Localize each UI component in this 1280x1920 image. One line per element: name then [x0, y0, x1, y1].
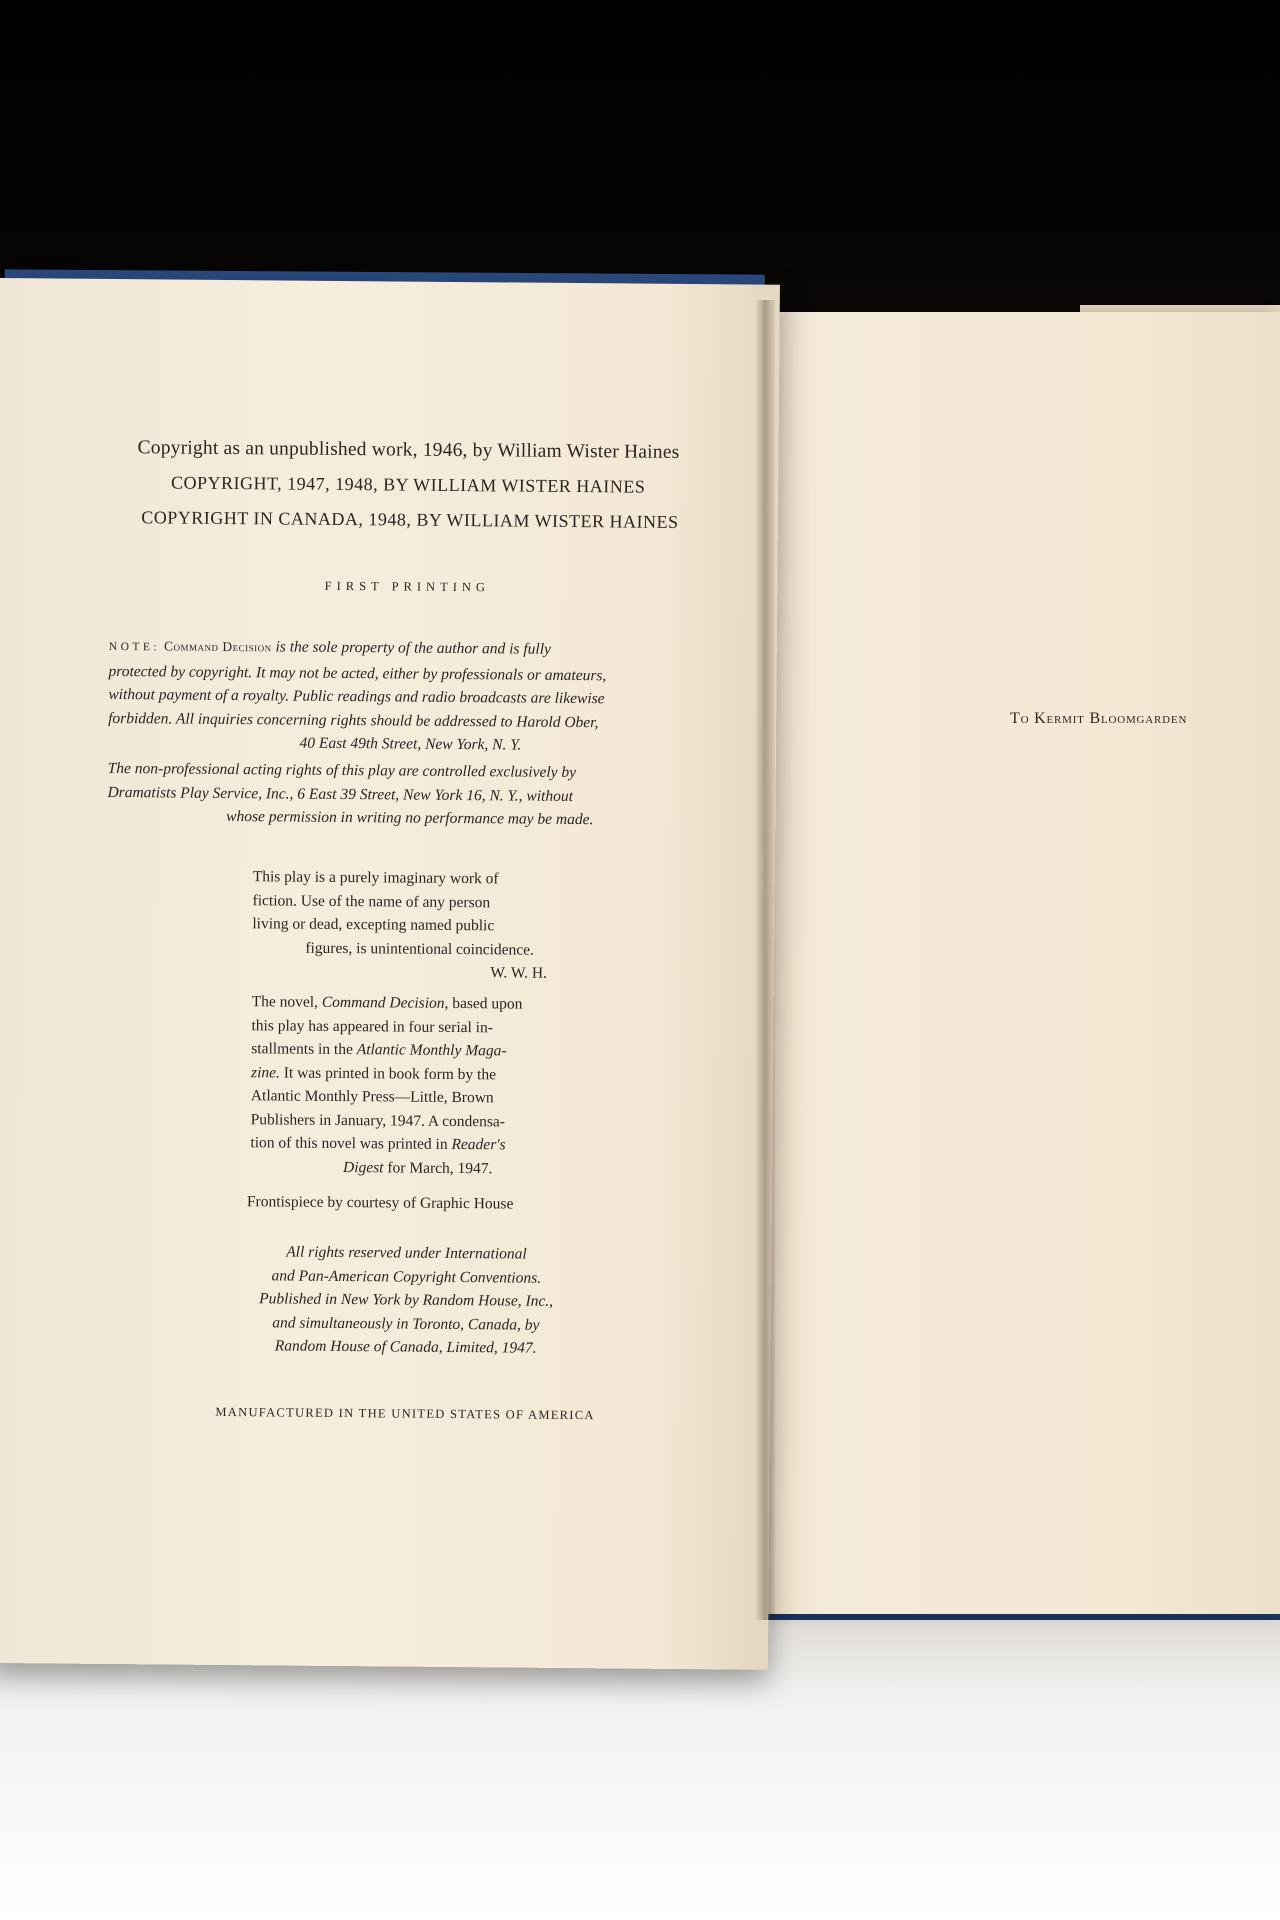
copyright-page-text [0, 278, 780, 1670]
novel-line-2: this play has appeared in four serial in- [251, 1016, 494, 1036]
note-line-3: without payment of a royalty. Public readings and radio broadcasts are likewise [108, 685, 605, 708]
novel-line-7 [250, 1131, 585, 1157]
digest-title: Digest [342, 1158, 384, 1176]
manufactured-notice: MANUFACTURED IN THE UNITED STATES OF AMERICA [215, 1404, 595, 1423]
amateur-line-2: Dramatists Play Service, Inc., 6 East 39 Street, New York 16, N. Y., without [107, 783, 574, 805]
fiction-line-2: fiction. Use of the name of any person [252, 891, 491, 911]
rights-note [108, 634, 714, 759]
novel-line-3a: stallments in the [251, 1040, 353, 1059]
reserved-line-5: Random House of Canada, Limited, 1947. [274, 1337, 537, 1357]
note-title: Command Decision [163, 638, 272, 655]
amateur-line-1: The non-professional acting rights of this play are controlled exclusively by [107, 759, 577, 782]
left-page [0, 278, 780, 1670]
readers-title: Reader's [451, 1135, 506, 1154]
novel-line-4 [251, 1061, 586, 1087]
novel-line-1a: The novel, [251, 993, 319, 1011]
fiction-line-4: figures, is unintentional coincidence. [305, 939, 535, 959]
reserved-line-1: All rights reserved under International [286, 1243, 527, 1263]
novel-title: Command Decision, [321, 993, 449, 1012]
note-line-5: 40 East 49th Street, New York, N. Y. [299, 734, 522, 754]
reserved-line-3: Published in New York by Random House, Inc., [259, 1290, 554, 1310]
note-line-1-rest: is the sole property of the author and is fully [275, 638, 551, 658]
novel-line-8b: for March, 1947. [387, 1158, 493, 1177]
novel-line-8 [250, 1155, 585, 1181]
fiction-signature: W. W. H. [490, 964, 548, 982]
first-printing: FIRST PRINTING [324, 578, 491, 595]
note-line-2: protected by copyright. It may not be acted, either by professionals or amateurs, [108, 662, 607, 684]
magazine-title: Atlantic Monthly Maga- [356, 1041, 507, 1060]
rights-reserved [191, 1240, 622, 1361]
copyright-canada: COPYRIGHT IN CANADA, 1948, BY WILLIAM WISTER HAINES [141, 507, 679, 532]
novel-line-1 [252, 990, 587, 1016]
copyright-main: COPYRIGHT, 1947, 1948, BY WILLIAM WISTER HAINES [170, 472, 646, 497]
fiction-line-3: living or dead, excepting named public [252, 915, 495, 935]
amateur-rights-note [107, 757, 713, 833]
novel-line-3 [251, 1037, 586, 1063]
right-page [760, 312, 1280, 1614]
amateur-line-3: whose permission in writing no performance may be made. [226, 807, 594, 829]
fiction-line-1: This play is a purely imaginary work of [252, 868, 499, 888]
fiction-notice [252, 865, 588, 985]
novel-line-6: Publishers in January, 1947. A condensa- [250, 1110, 506, 1130]
dedication: To Kermit Bloomgarden [1010, 710, 1188, 727]
magazine-title-end: zine. [251, 1063, 280, 1081]
reserved-line-2: and Pan-American Copyright Conventions. [271, 1266, 542, 1287]
frontispiece-credit: Frontispiece by courtesy of Graphic House [246, 1193, 514, 1213]
novel-line-4b: It was printed in book form by the [283, 1064, 497, 1083]
note-label: NOTE: [108, 640, 161, 654]
novel-line-5: Atlantic Monthly Press—Little, Brown [250, 1087, 494, 1107]
reserved-line-4: and simultaneously in Toronto, Canada, by [272, 1313, 540, 1334]
book-gutter [755, 300, 775, 1620]
copyright-unpublished: Copyright as an unpublished work, 1946, by William Wister Haines [137, 437, 680, 463]
novel-line-7a: tion of this novel was printed in [250, 1134, 448, 1153]
note-line-4: forbidden. All inquiries concerning rights should be addressed to Harold Ober, [108, 709, 599, 731]
novel-line-1b: based upon [452, 994, 523, 1013]
novel-notice [250, 990, 587, 1181]
